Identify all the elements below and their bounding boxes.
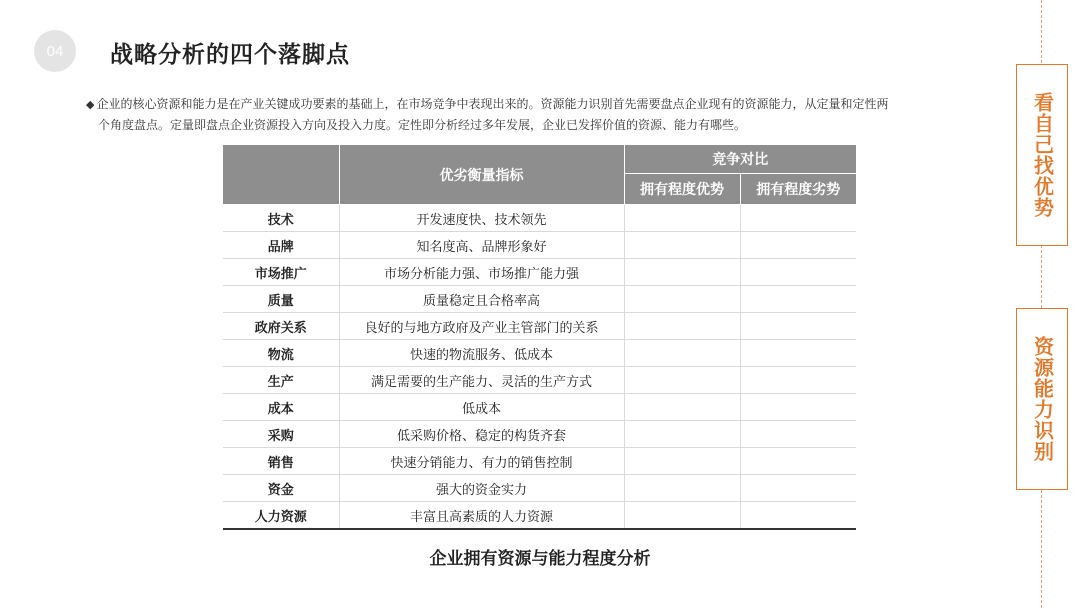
table-row <box>223 367 856 394</box>
table-caption: 企业拥有资源与能力程度分析 <box>429 549 651 569</box>
row-resource-name: 成本 <box>223 394 339 421</box>
row-resource-name: 品牌 <box>223 232 339 259</box>
row-resource-name: 市场推广 <box>223 259 339 286</box>
table-row <box>223 232 856 259</box>
row-metric: 快速分销能力、有力的销售控制 <box>339 448 624 475</box>
row-advantage-cell <box>624 340 740 367</box>
row-advantage-cell <box>624 367 740 394</box>
row-disadvantage-cell <box>740 205 856 232</box>
table-row <box>223 286 856 313</box>
row-resource-name: 质量 <box>223 286 339 313</box>
table-row <box>223 475 856 502</box>
row-disadvantage-cell <box>740 286 856 313</box>
row-resource-name: 生产 <box>223 367 339 394</box>
row-disadvantage-cell <box>740 340 856 367</box>
row-disadvantage-cell <box>740 259 856 286</box>
row-metric: 市场分析能力强、市场推广能力强 <box>339 259 624 286</box>
page-title: 战略分析的四个落脚点 <box>110 42 350 68</box>
row-disadvantage-cell <box>740 394 856 421</box>
row-resource-name: 人力资源 <box>223 502 339 530</box>
side-label-resource-identification <box>1016 308 1068 490</box>
row-metric: 开发速度快、技术领先 <box>339 205 624 232</box>
table-row <box>223 205 856 232</box>
row-disadvantage-cell <box>740 475 856 502</box>
row-metric: 强大的资金实力 <box>339 475 624 502</box>
row-resource-name: 物流 <box>223 340 339 367</box>
row-metric: 满足需要的生产能力、灵活的生产方式 <box>339 367 624 394</box>
row-advantage-cell <box>624 286 740 313</box>
side-label-text: 资源能力识别 <box>1030 336 1055 462</box>
row-resource-name: 采购 <box>223 421 339 448</box>
table-row <box>223 259 856 286</box>
row-disadvantage-cell <box>740 232 856 259</box>
row-metric: 良好的与地方政府及产业主管部门的关系 <box>339 313 624 340</box>
row-metric: 快速的物流服务、低成本 <box>339 340 624 367</box>
row-disadvantage-cell <box>740 448 856 475</box>
row-metric: 低成本 <box>339 394 624 421</box>
row-advantage-cell <box>624 232 740 259</box>
row-disadvantage-cell <box>740 367 856 394</box>
row-advantage-cell <box>624 205 740 232</box>
table-row <box>223 340 856 367</box>
row-advantage-cell <box>624 448 740 475</box>
table-row <box>223 448 856 475</box>
row-advantage-cell <box>624 475 740 502</box>
page-number-badge: 04 <box>34 30 76 72</box>
row-advantage-cell <box>624 421 740 448</box>
row-metric: 知名度高、品牌形象好 <box>339 232 624 259</box>
table-row <box>223 421 856 448</box>
header-competition-group: 竞争对比 <box>624 145 856 174</box>
side-label-text: 看自己找优势 <box>1030 92 1055 218</box>
row-resource-name: 销售 <box>223 448 339 475</box>
row-resource-name: 资金 <box>223 475 339 502</box>
row-metric: 质量稳定且合格率高 <box>339 286 624 313</box>
table-row <box>223 313 856 340</box>
diamond-bullet-icon: ◆ <box>86 98 95 111</box>
header-metric: 优劣衡量指标 <box>339 145 624 205</box>
row-metric: 丰富且高素质的人力资源 <box>339 502 624 530</box>
row-metric: 低采购价格、稳定的构货齐套 <box>339 421 624 448</box>
row-advantage-cell <box>624 313 740 340</box>
table-row <box>223 502 856 530</box>
intro-line-2: 个角度盘点。定量即盘点企业资源投入方向及投入力度。定性即分析经过多年发展，企业已发挥价值的资源、能力有哪些。 <box>98 118 747 132</box>
row-advantage-cell <box>624 502 740 530</box>
table-body <box>223 205 856 530</box>
row-advantage-cell <box>624 259 740 286</box>
table-row <box>223 394 856 421</box>
header-advantage: 拥有程度优势 <box>624 174 740 205</box>
row-resource-name: 政府关系 <box>223 313 339 340</box>
side-label-find-advantage <box>1016 64 1068 246</box>
intro-paragraph <box>86 94 996 135</box>
row-disadvantage-cell <box>740 502 856 530</box>
row-disadvantage-cell <box>740 313 856 340</box>
row-resource-name: 技术 <box>223 205 339 232</box>
row-disadvantage-cell <box>740 421 856 448</box>
intro-line-1: 企业的核心资源和能力是在产业关键成功要素的基础上，在市场竞争中表现出来的。资源能力识别首先需要盘点企业现有的资源能力，从定量和定性两 <box>96 97 889 111</box>
header-blank-cell <box>223 145 339 205</box>
header-disadvantage: 拥有程度劣势 <box>740 174 856 205</box>
resource-capability-table <box>223 145 856 530</box>
row-advantage-cell <box>624 394 740 421</box>
